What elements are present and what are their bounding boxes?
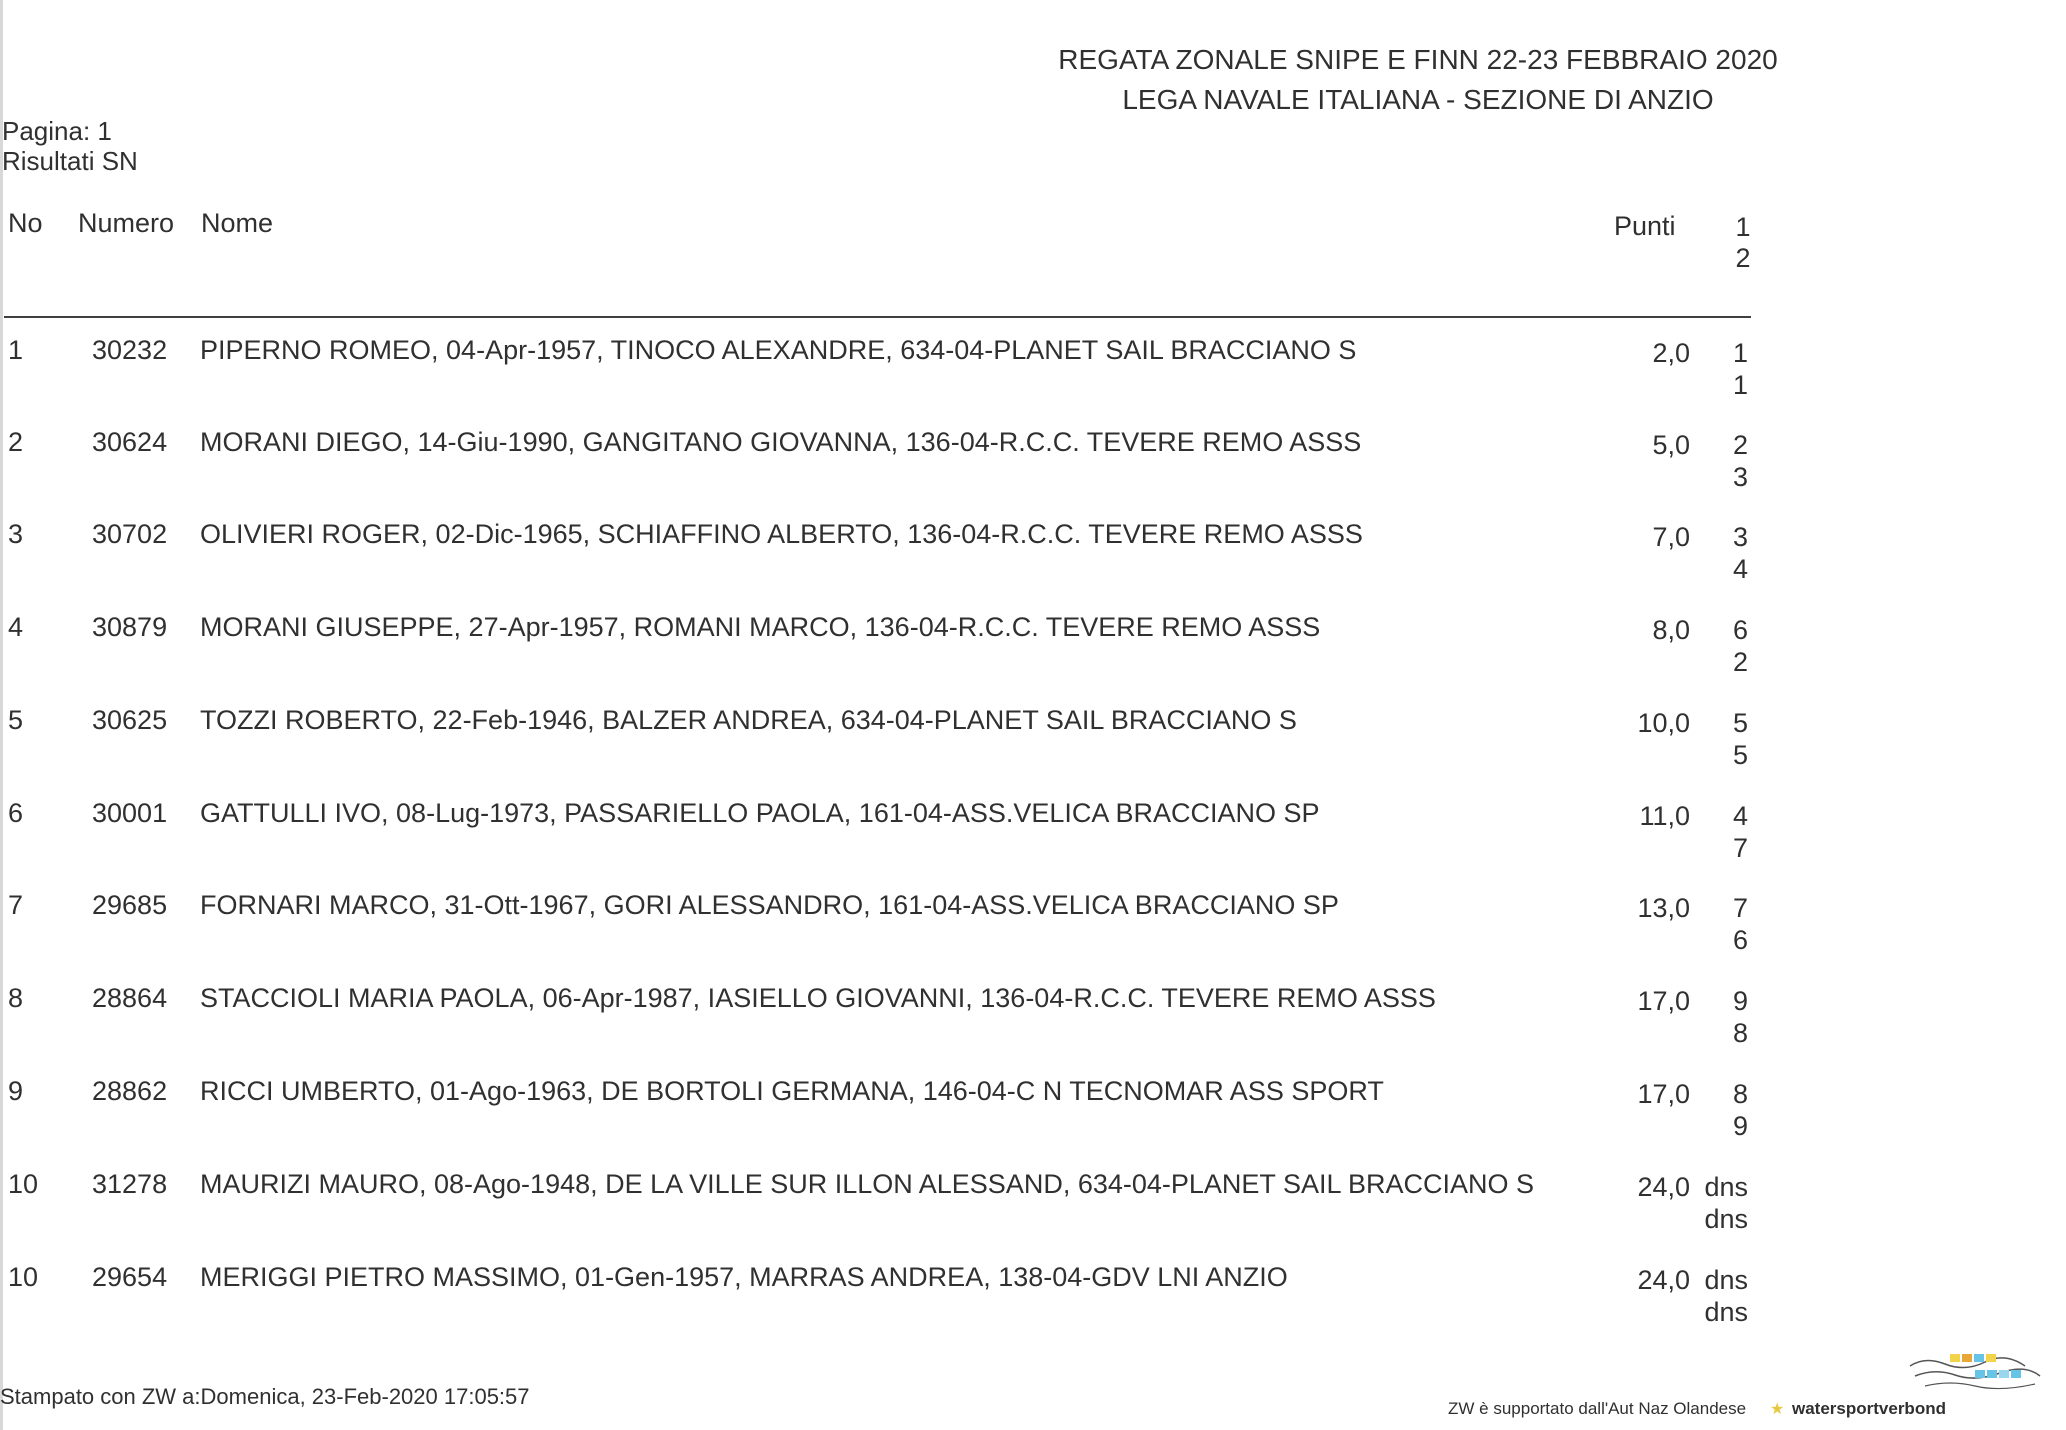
race-1-result: 3 <box>1732 522 1748 552</box>
document-title: REGATA ZONALE SNIPE E FINN 22-23 FEBBRAIO 2020 <box>1058 44 1778 75</box>
race-2-result: 5 <box>1732 740 1748 770</box>
table-row <box>0 890 1780 970</box>
race-2-result: dns <box>1704 1297 1748 1327</box>
crew-name: GATTULLI IVO, 08-Lug-1973, PASSARIELLO PAOLA, 161-04-ASS.VELICA BRACCIANO SP <box>200 798 1320 828</box>
total-points: 11,0 <box>1639 801 1690 831</box>
sail-number: 28862 <box>92 1076 168 1106</box>
crew-name: TOZZI ROBERTO, 22-Feb-1946, BALZER ANDREA, 634-04-PLANET SAIL BRACCIANO S <box>200 705 1297 735</box>
row-position: 10 <box>8 1262 39 1292</box>
print-timestamp: Stampato con ZW a:Domenica, 23-Feb-2020 17:05:57 <box>0 1384 530 1409</box>
row-position: 10 <box>8 1169 39 1199</box>
total-points: 24,0 <box>1637 1265 1690 1295</box>
row-position: 5 <box>8 705 24 735</box>
total-points: 7,0 <box>1652 522 1690 552</box>
total-points: 10,0 <box>1637 708 1690 738</box>
row-position: 9 <box>8 1076 24 1106</box>
row-position: 4 <box>8 612 24 642</box>
results-class-label: Risultati SN <box>2 146 138 176</box>
race-2-result: 9 <box>1732 1111 1748 1141</box>
race-1-result: 4 <box>1732 801 1748 831</box>
document-subtitle: LEGA NAVALE ITALIANA - SEZIONE DI ANZIO <box>1122 84 1714 115</box>
table-row <box>0 427 1780 507</box>
race-2-result: 6 <box>1732 925 1748 955</box>
sail-number: 30702 <box>92 519 168 549</box>
crew-name: MERIGGI PIETRO MASSIMO, 01-Gen-1957, MARRAS ANDREA, 138-04-GDV LNI ANZIO <box>200 1262 1288 1292</box>
race-1-result: 6 <box>1732 615 1748 645</box>
page-number: Pagina: 1 <box>2 116 112 146</box>
row-position: 1 <box>8 335 24 365</box>
sail-number: 30001 <box>92 798 168 828</box>
table-row <box>0 612 1780 692</box>
crew-name: MAURIZI MAURO, 08-Ago-1948, DE LA VILLE SUR ILLON ALESSAND, 634-04-PLANET SAIL BRACCIANO S <box>200 1169 1535 1199</box>
sail-number: 31278 <box>92 1169 168 1199</box>
sail-number: 30624 <box>92 427 168 457</box>
table-row <box>0 1076 1780 1156</box>
race-1-result: 7 <box>1732 893 1748 923</box>
race-2-result: 7 <box>1732 833 1748 863</box>
total-points: 13,0 <box>1637 893 1690 923</box>
race-2-result: 8 <box>1732 1018 1748 1048</box>
race-1-result: dns <box>1704 1172 1748 1202</box>
sail-number: 28864 <box>92 983 168 1013</box>
total-points: 17,0 <box>1637 986 1690 1016</box>
sail-number: 29685 <box>92 890 168 920</box>
sail-number: 30879 <box>92 612 168 642</box>
row-position: 7 <box>8 890 24 920</box>
table-row <box>0 705 1780 785</box>
support-note: ZW è supportato dall'Aut Naz Olandese <box>1448 1399 1747 1418</box>
row-position: 3 <box>8 519 24 549</box>
sail-number: 30232 <box>92 335 168 365</box>
race-1-result: dns <box>1704 1265 1748 1295</box>
race-2-result: 2 <box>1732 647 1748 677</box>
race-2-result: 3 <box>1732 462 1748 492</box>
column-header-race-1: 1 <box>1735 212 1751 242</box>
table-row <box>0 983 1780 1063</box>
table-row <box>0 1262 1780 1342</box>
race-1-result: 5 <box>1732 708 1748 738</box>
crew-name: STACCIOLI MARIA PAOLA, 06-Apr-1987, IASIELLO GIOVANNI, 136-04-R.C.C. TEVERE REMO ASSS <box>200 983 1436 1013</box>
column-header-numero: Numero <box>78 208 175 238</box>
header-divider <box>4 316 1751 318</box>
crew-name: MORANI GIUSEPPE, 27-Apr-1957, ROMANI MARCO, 136-04-R.C.C. TEVERE REMO ASSS <box>200 612 1321 642</box>
total-points: 8,0 <box>1652 615 1690 645</box>
table-row <box>0 798 1780 878</box>
crew-name: OLIVIERI ROGER, 02-Dic-1965, SCHIAFFINO ALBERTO, 136-04-R.C.C. TEVERE REMO ASSS <box>200 519 1363 549</box>
crew-name: PIPERNO ROMEO, 04-Apr-1957, TINOCO ALEXANDRE, 634-04-PLANET SAIL BRACCIANO S <box>200 335 1357 365</box>
table-row <box>0 335 1780 415</box>
crew-name: RICCI UMBERTO, 01-Ago-1963, DE BORTOLI GERMANA, 146-04-C N TECNOMAR ASS SPORT <box>200 1076 1384 1106</box>
column-header-race-2: 2 <box>1735 243 1751 273</box>
zw-logo-icon <box>1905 1348 2045 1393</box>
race-2-result: 4 <box>1732 554 1748 584</box>
crew-name: FORNARI MARCO, 31-Ott-1967, GORI ALESSANDRO, 161-04-ASS.VELICA BRACCIANO SP <box>200 890 1339 920</box>
total-points: 5,0 <box>1652 430 1690 460</box>
table-row <box>0 519 1780 599</box>
column-header-no: No <box>8 208 43 238</box>
total-points: 17,0 <box>1637 1079 1690 1109</box>
race-1-result: 9 <box>1732 986 1748 1016</box>
crew-name: MORANI DIEGO, 14-Giu-1990, GANGITANO GIOVANNA, 136-04-R.C.C. TEVERE REMO ASSS <box>200 427 1362 457</box>
sponsor-name: watersportverbond <box>1792 1399 1946 1418</box>
sail-number: 30625 <box>92 705 168 735</box>
race-1-result: 1 <box>1732 338 1748 368</box>
column-header-nome: Nome <box>201 208 274 238</box>
total-points: 2,0 <box>1652 338 1690 368</box>
sail-number: 29654 <box>92 1262 168 1292</box>
race-1-result: 8 <box>1732 1079 1748 1109</box>
star-icon: ★ <box>1770 1401 1785 1418</box>
table-row <box>0 1169 1780 1249</box>
row-position: 8 <box>8 983 24 1013</box>
row-position: 6 <box>8 798 24 828</box>
race-2-result: dns <box>1704 1204 1748 1234</box>
total-points: 24,0 <box>1637 1172 1690 1202</box>
row-position: 2 <box>8 427 24 457</box>
column-header-punti: Punti <box>1614 211 1676 241</box>
race-1-result: 2 <box>1732 430 1748 460</box>
race-2-result: 1 <box>1732 370 1748 400</box>
